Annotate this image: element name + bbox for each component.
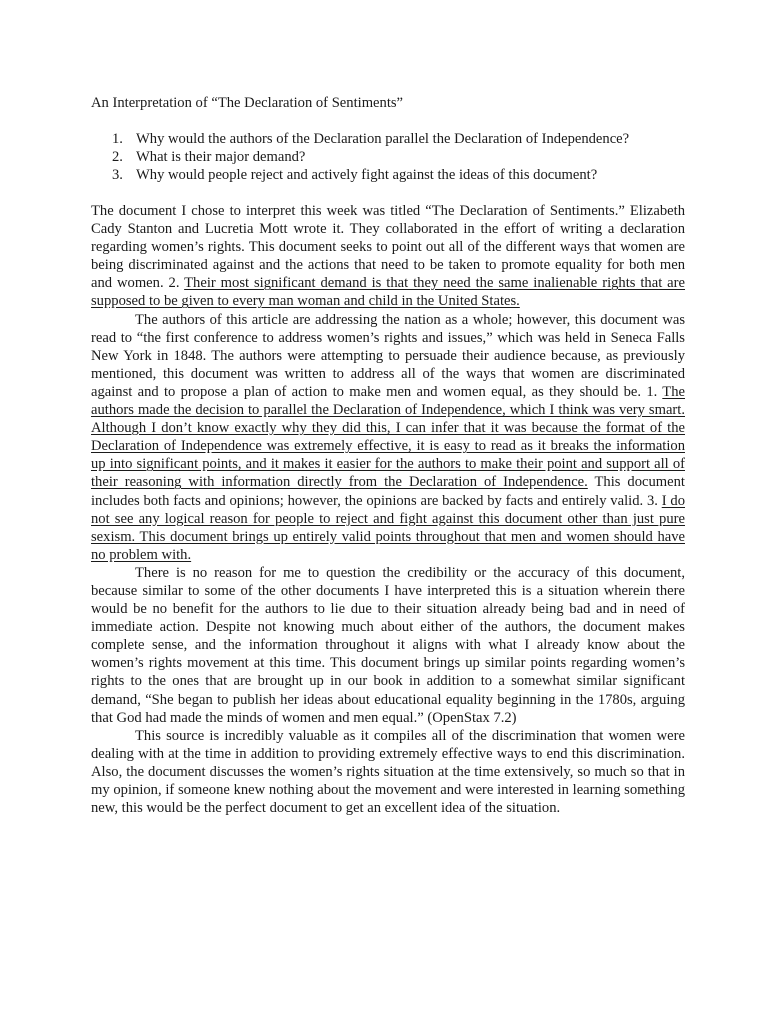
document-title: An Interpretation of “The Declaration of Sentiments” [91, 95, 404, 111]
question-item [91, 166, 629, 184]
essay-paragraph-value [91, 727, 685, 817]
essay-paragraph-intro [91, 202, 685, 311]
text-run: This source is incredibly valuable as it compiles all of the discrimination that women were dealing with at the time in addition to providing extremely effective ways to end this discrimination. Also, the document discusses the women’s rights situation at the time extensively, so much so that in my opinion, if someone knew nothing about the movement and were interested in learning something new, this would be the perfect document to get an excellent idea of the situation. [91, 727, 685, 817]
text-run: This document includes both facts and opinions; however, the opinions are backed by facts and entirely valid. 3. [91, 474, 685, 509]
question-item [91, 130, 629, 148]
question-text: Why would the authors of the Declaration parallel the Declaration of Independence? [136, 131, 630, 147]
question-text: Why would people reject and actively fight against the ideas of this document? [136, 167, 598, 184]
essay-paragraph-credibility [91, 564, 685, 727]
essay-body [91, 202, 685, 817]
underlined-answer-1: The authors made the decision to parallel the Declaration of Independence, which I think was very smart. Although I don’t know exactly why they did this, I can infer that it was because the format of the Declaration of Independence was extremely effective, it is easy to read as it breaks the information up into significant points, and it makes it easier for the authors to make their point and support all of their reasoning with information directly from the Declaration of Independence. [91, 383, 685, 491]
question-item [91, 148, 629, 166]
question-list [91, 130, 629, 184]
question-text: What is their major demand? [136, 149, 306, 166]
essay-paragraph-audience [91, 311, 685, 564]
underlined-answer-2: Their most significant demand is that they need the same inalienable rights that are supposed to be given to every man woman and child in the United States. [91, 275, 686, 310]
text-run: The authors of this article are addressing the nation as a whole; however, this document was read to “the first conference to address women’s rights and issues,” which was held in Seneca Falls New York in 1848. The authors were attempting to persuade their audience because, as previously mentioned, this document was written to address all of the ways that women are discriminated against and to propose a plan of action to make men and women equal, as they should be. 1. [91, 311, 685, 400]
underlined-answer-3: I do not see any logical reason for people to reject and fight against this document other than just pure sexism. This document brings up entirely valid points throughout that men and women should have no problem with. [91, 492, 685, 563]
question-number: 3. [112, 167, 123, 184]
text-run: There is no reason for me to question the credibility or the accuracy of this document, because similar to some of the other documents I have interpreted this is a situation wherein there would be no benefit for the authors to lie due to their situation already being bad and in need of immediate action. Despite not knowing much about either of the authors, the document makes complete sense, and the information throughout it aligns with what I already know about the women’s rights movement at this time. This document brings up similar points regarding women’s rights to the ones that are brought up in our book in addition to a somewhat similar significant demand, “She began to publish her ideas about educational equality beginning in the 1780s, arguing that God had made the minds of women and men equal.” (OpenStax 7.2) [91, 564, 685, 726]
question-number: 1. [112, 131, 123, 147]
question-number: 2. [112, 149, 123, 166]
text-run: The document I chose to interpret this week was titled “The Declaration of Sentiments.” Elizabeth Cady Stanton and Lucretia Mott wrote it. They collaborated in the effort of writing a declaration regarding women’s rights. This document seeks to point out all of the different ways that women are being discriminated against and the actions that need to be taken to promote equality for both men and women. 2. [91, 203, 685, 292]
